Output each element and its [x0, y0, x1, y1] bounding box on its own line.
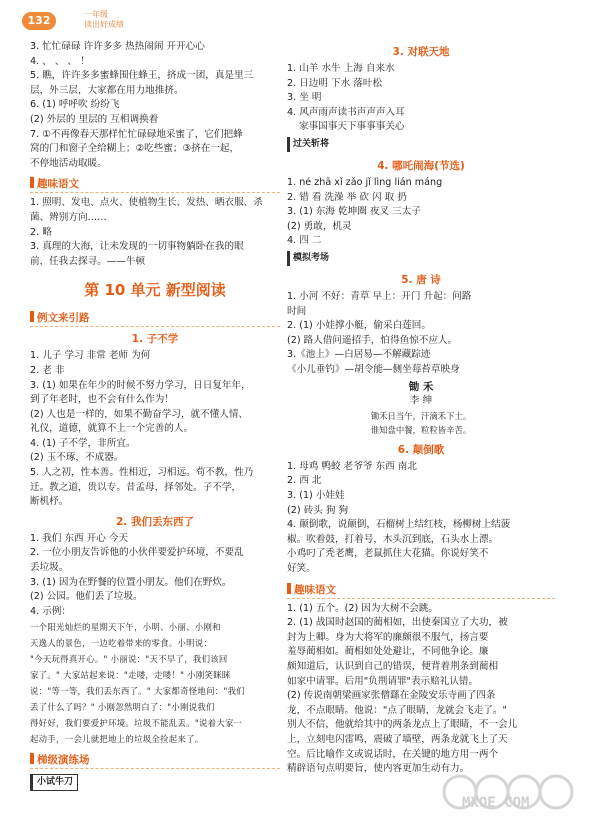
- essay-line: 起动手，一会儿就把地上的垃圾全捡起来了。: [30, 734, 204, 745]
- header-series: 读出好成绩: [84, 20, 124, 29]
- answer-line: 3.《池上》—白居易—不解藏踪迹: [287, 349, 431, 361]
- answer-line: 到了年老时，也不会有什么作为！: [30, 394, 174, 406]
- answer-line: 4. 示例：: [30, 605, 71, 617]
- page-header: [0, 6, 200, 32]
- answer-line: 4. 四 二: [287, 235, 322, 247]
- article-title-2: 2. 我们丢东西了: [116, 515, 194, 528]
- left-column: [30, 40, 280, 813]
- answer-line: 5. 人之初，性本善。性相近，习相远。苟不教，性乃: [30, 467, 254, 479]
- answer-line: 2. 西 北: [287, 475, 322, 487]
- example-essay: [30, 619, 280, 747]
- answer-line: 1. 山羊 水牛 上海 自来水: [287, 63, 395, 74]
- section-example: [30, 309, 280, 327]
- answer-line: 3. (1) 因为在野餐的位置小朋友。他们在野炊。: [30, 576, 232, 588]
- answer-line: 羞辱蔺相如。蔺相如处处避让，不同他争论。廉: [287, 646, 489, 658]
- answer-line: 颇知道后，认识到自己的错误，便背着荆条到蔺相: [287, 661, 499, 672]
- answer-line: 家事国事天下事事事关心: [299, 121, 405, 133]
- answer-line: (2) 玉不琢，不成器。: [30, 452, 124, 464]
- section-fun-chinese-left: [30, 175, 280, 193]
- section-marker: [30, 753, 34, 764]
- answer-line: (2) 人也是一样的，如果不勤奋学习，就不懂人情、: [30, 408, 249, 420]
- essay-line: 一个阳光灿烂的星期天下午，小明、小丽、小刚和: [30, 622, 221, 633]
- answer-line: 2. 日边明 下水 落叶松: [287, 77, 383, 89]
- answer-line: 3. 坐 明: [287, 92, 322, 104]
- answer-line: 如家中请罪。后用"负荆请罪"表示赔礼认错。: [287, 675, 479, 687]
- article-title-1: 1. 子不学: [131, 333, 179, 346]
- answer-line: 2. 一位小朋友告诉他的小伙伴要爱护环境，不要乱: [30, 547, 244, 559]
- essay-line: "今天玩得真开心。" 小丽说："天不早了，我们该回: [30, 654, 228, 665]
- answer-line: 别人不信，他就给其中的两条龙点上了眼睛，不一会儿: [287, 719, 518, 731]
- answer-line: 封为上卿。身为大将军的廉颇很不服气，扬言要: [287, 631, 489, 643]
- answer-line: 时间: [287, 305, 307, 317]
- answer-line: 精辟语句点明要旨，使内容更加生动有力。: [287, 763, 470, 775]
- poem-line: 谁知盘中餐，粒粒皆辛苦。: [370, 425, 472, 436]
- essay-line: 得好好，我们要爱护环境。垃圾不能乱丢。"说着大家一: [30, 718, 243, 729]
- answer-line: 前，任我去探寻。——牛顿: [30, 255, 146, 267]
- answer-line: 3. (1) 东海 乾坤圈 夜叉 三太子: [287, 206, 421, 218]
- tag-small-test: 小试牛刀: [30, 774, 78, 791]
- answer-line: 1. 照明、发电、点火、使植物生长、发热、晒衣服、杀: [30, 197, 263, 209]
- answer-line: 层，外三层，大家都在用力地推挤。: [30, 84, 184, 96]
- section-title: 趣味语文: [294, 583, 336, 596]
- answer-line: 3. (1) 如果在年少的时候不努力学习，日日复年年，: [30, 379, 251, 391]
- lines-article-2: [30, 532, 280, 620]
- section-ladder: [30, 751, 280, 769]
- lines-article-6: [287, 460, 555, 577]
- answer-line: 4. (1) 子不学，非所宜。: [30, 437, 136, 449]
- answer-line: 4. 风声雨声读书声声声入耳: [287, 106, 405, 118]
- answer-line: 2. 略: [30, 226, 52, 238]
- tag-mock-exam: 模拟考场: [287, 251, 329, 266]
- answer-line: 3. 忙忙碌碌 许许多多 热热闹闹 开开心心: [30, 41, 205, 52]
- poem-author: 李 绅: [409, 395, 433, 407]
- answer-line: 4. 、 、 、 ！: [30, 55, 90, 67]
- answer-line: (2) 外层的 里层的 互相调换着: [30, 113, 159, 125]
- answer-line: 1. 儿子 学习 非常 老师 为何: [30, 350, 151, 362]
- section-title: 例文来引路: [37, 312, 90, 325]
- answer-line: 窝的门和窗子全给糊上；②吃些蜜；③挤在一起，: [30, 143, 240, 155]
- answer-line: 2. 老 非: [30, 364, 65, 376]
- answer-line: 礼仪，道德，就算不上一个完善的人。: [30, 423, 194, 435]
- answer-line: 空。后比喻作文或说话时，在关键的地方用一两个: [287, 748, 499, 760]
- essay-line: 丢了什么了吗？" 小刚忽然明白了："小刚说我们: [30, 702, 215, 713]
- section-marker: [30, 177, 34, 188]
- answer-line: 菌、辨别方向……: [30, 211, 107, 223]
- answer-line: 3. (1) 小娃娃: [287, 490, 345, 502]
- answer-line: 1. 小河 不好：青草 早上：开门 升起：问路: [287, 290, 472, 302]
- lines-fun-left: [30, 196, 280, 269]
- article-title-6: 6. 颠倒歌: [397, 443, 445, 456]
- answer-line: 《小儿垂钓》—胡令能—侧坐莓苔草映身: [287, 363, 460, 375]
- answer-line: (2) 传说南朝梁画家张僧繇在金陵安乐寺画了四条: [287, 690, 496, 702]
- section-marker: [30, 311, 34, 322]
- answer-line: 6. (1) 呼呼吹 纷纷飞: [30, 99, 120, 111]
- section-title: 趣味语文: [37, 178, 79, 191]
- answer-line: 4. 颠倒歌，说颠倒，石榴树上结红枝，杨柳树上结菠: [287, 519, 511, 531]
- section-fun-chinese-right: [287, 581, 555, 599]
- unit-title: 第 10 单元 新型阅读: [84, 281, 226, 300]
- answer-line: 断机杼。: [30, 496, 69, 508]
- answer-line: 1. (1) 五个。(2) 因为大树不会跳。: [287, 602, 439, 614]
- answer-line: 7. ①不再像春天那样忙忙碌碌地采蜜了，它们把蜂: [30, 128, 243, 140]
- poem-title: 锄 禾: [408, 380, 434, 393]
- answer-line: 迁。教之道，贵以专。昔孟母，择邻处。子不学，: [30, 481, 242, 493]
- essay-line: 家了。" 大家站起来说："走喽，走喽！" 小刚笑眯眯: [30, 670, 231, 681]
- answer-line: 不停地活动取暖。: [30, 157, 107, 169]
- header-grade: 一年级: [84, 10, 108, 19]
- section-title: 梯级演练场: [37, 754, 90, 767]
- answer-line: 1. 母鸡 鸭蛟 老爷爷 东西 南北: [287, 460, 417, 472]
- answer-line: 小鸡叼了秃老鹰，老鼠抓住大花猫。你说好笑不: [287, 548, 489, 560]
- answer-line: (2) 砖头 狗 狗: [287, 504, 349, 516]
- answer-line: (2) 公园。他们丢了垃圾。: [30, 591, 143, 603]
- answer-line: 椒。吹着鼓，打着号，木头沉到底，石头水上漂。: [287, 533, 499, 545]
- answer-line: (2) 勇敢，机灵: [287, 220, 352, 232]
- essay-line: 说："等一等，我们丢东西了。" 大家都奇怪地问："我们: [30, 686, 245, 697]
- section-marker: [287, 583, 291, 594]
- lines-top: [30, 40, 280, 171]
- answer-line: 5. 瞧，许许多多蜜蜂围住蜂王，挤成一团，真是里三: [30, 70, 254, 82]
- answer-line: 2. (1) 小娃撑小艇，偷采白莲回。: [287, 320, 431, 332]
- answer-line: 龙，不点眼睛。他说："点了眼睛，龙就会飞走了。": [287, 704, 507, 716]
- lines-article-4: [287, 176, 555, 249]
- watermark: [430, 770, 590, 820]
- answer-line: 2. 错 看 洗澡 举 砍 闪 取 扔: [287, 191, 407, 203]
- answer-line: 好笑。: [287, 563, 316, 575]
- lines-fun-right: [287, 602, 555, 777]
- page-number: 132: [22, 12, 56, 30]
- right-column: [287, 40, 555, 813]
- article-title-5: 5. 唐 诗: [401, 273, 441, 286]
- answer-line: (2) 路人借问遥招手，怕得鱼惊不应人。: [287, 334, 458, 346]
- tag-pass: 过关斩将: [287, 137, 329, 152]
- lines-article-1: [30, 349, 280, 510]
- article-title-4: 4. 哪吒闹海(节选): [377, 159, 465, 172]
- answer-line: 1. né zhā xǐ zǎo jǐ lìng lián máng: [287, 176, 443, 188]
- watermark-text: MXQE.COM: [462, 795, 530, 811]
- lines-article-5: [287, 290, 555, 378]
- answer-line: 1. 我们 东西 开心 今天: [30, 532, 129, 544]
- article-title-3: 3. 对联天地: [392, 46, 450, 58]
- answer-line: 上，立刻电闪雷鸣，震破了墙壁，两条龙就飞上了天: [287, 733, 508, 745]
- answer-line: 丢垃圾。: [30, 562, 69, 574]
- lines-article-3: [287, 62, 555, 135]
- essay-line: 天逸人的景色，一边吃着带来的零食。小明说：: [30, 638, 213, 649]
- answer-line: 3. 真理的大海，让未发现的一切事物躺卧在我的眼: [30, 241, 244, 253]
- poem-block: [287, 380, 555, 438]
- poem-line: 锄禾日当午，汗滴禾下土。: [370, 410, 472, 421]
- answer-line: 2. (1) 战国时赵国的蔺相如，出使秦国立了大功，被: [287, 617, 508, 629]
